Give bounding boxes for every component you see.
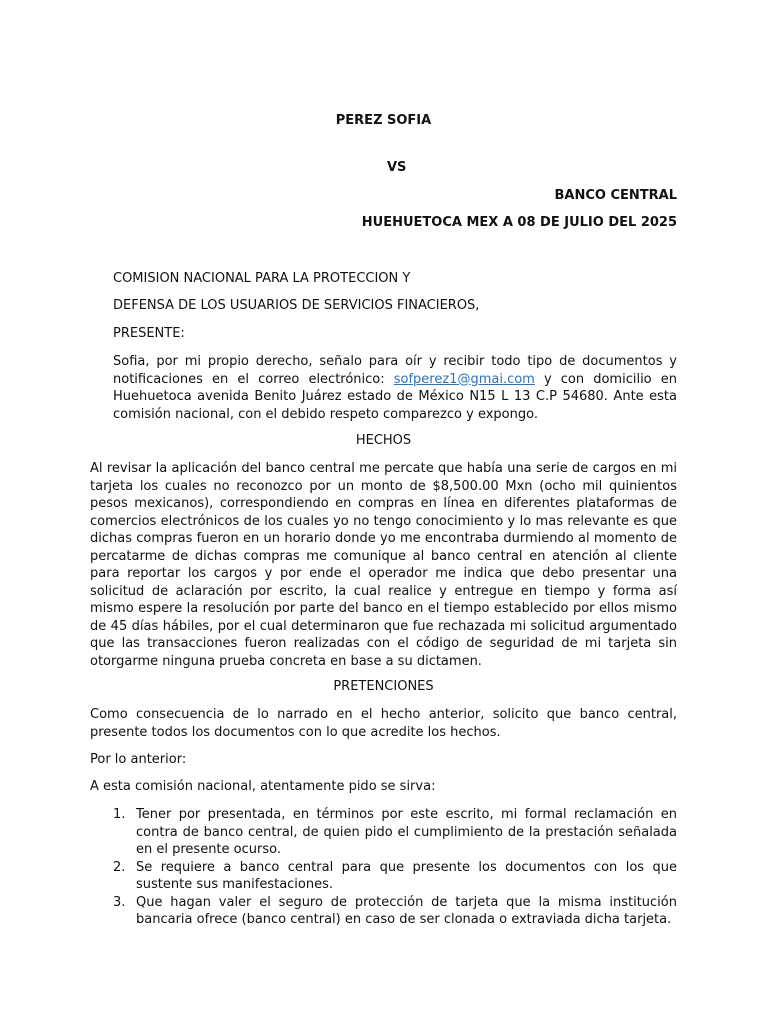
pretenciones-text-1: Como consecuencia de lo narrado en el hecho anterior, solicito que banco central, presente todos los documentos con lo que acredite los hechos.	[90, 707, 677, 740]
list-item	[90, 806, 677, 859]
pretenciones-title: PRETENCIONES	[333, 679, 434, 694]
intro-paragraph	[113, 353, 677, 423]
addressee-line-2: DEFENSA DE LOS USUARIOS DE SERVICIOS FINACIEROS,	[113, 298, 480, 313]
list-item-text: Que hagan valer el seguro de protección de tarjeta que la misma institución bancaria ofrece (banco central) en caso de ser clonada o extraviada dicha tarjeta.	[136, 894, 677, 927]
hechos-paragraph	[90, 460, 677, 670]
pretenciones-text-2: Por lo anterior:	[90, 752, 187, 767]
intro-text-end: y con domicilio en Huehuetoca avenida Benito Juárez estado de México N15 L 13 C.P 54680. Ante esta comisión nacional, con el debido respeto comparezco y expongo.	[113, 371, 677, 422]
list-item	[90, 894, 677, 929]
list-item	[90, 859, 677, 894]
pretenciones-paragraph	[90, 706, 677, 741]
pretenciones-paragraph-3	[90, 778, 677, 796]
place-date: HUEHUETOCA MEX A 08 DE JULIO DEL 2025	[361, 215, 677, 230]
intro-text-start: Sofia, por mi propio derecho, señalo para oír y recibir todo tipo de documentos y notificaciones en el correo electrónico:	[113, 354, 677, 387]
pretenciones-paragraph-2	[90, 751, 677, 769]
list-item-number: 1.	[113, 807, 126, 822]
addressee-line-1: COMISION NACIONAL PARA LA PROTECCION Y	[113, 271, 411, 286]
defendant-name: BANCO CENTRAL	[554, 188, 677, 203]
list-item-number: 3.	[113, 894, 126, 910]
hechos-title: HECHOS	[355, 433, 412, 448]
hechos-text: Al revisar la aplicación del banco central me percate que había una serie de cargos en mi tarjeta los cuales no reconozco por un monto de $8,500.00 Mxn (ocho mil quinientos pesos mexicanos), correspondiendo en compras en línea en diferentes plataformas de comercios electrónicos de los cuales yo no tengo conocimiento y lo mas relevante es que dichas compras fueron en un horario donde yo me encontraba durmiendo al momento de percatarme de dichas compras me comunique al banco central en atención al cliente para reportar los cargos y por ende el operador me indica que debo presentar una solicitud de aclaración por escrito, la cual realice y entregue en tiempo y forma así mismo espere la resolución por parte del banco en el tiempo establecido por ellos mismo de 45 días hábiles, por el cual determinaron que fue rechazada mi solicitud argumentado que las transacciones fueron realizadas con el código de seguridad de mi tarjeta sin otorgarme ninguna prueba concreta en base a su dictamen.	[90, 461, 677, 669]
addressee-line-3: PRESENTE:	[113, 326, 185, 341]
list-item-text: Tener por presentada, en términos por este escrito, mi formal reclamación en contra de banco central, de quien pido el cumplimiento de la prestación señalada en el presente ocurso.	[136, 807, 677, 857]
requests-list	[90, 806, 677, 929]
email-link[interactable]: sofperez1@gmai.com	[393, 371, 535, 387]
list-item-number: 2.	[113, 859, 126, 875]
versus-label: VS	[387, 160, 407, 175]
pretenciones-text-3: A esta comisión nacional, atentamente pido se sirva:	[90, 779, 436, 794]
plaintiff-name: PEREZ SOFIA	[335, 113, 432, 128]
list-item-text: Se requiere a banco central para que presente los documentos con los que sustente sus manifestaciones.	[136, 859, 677, 892]
